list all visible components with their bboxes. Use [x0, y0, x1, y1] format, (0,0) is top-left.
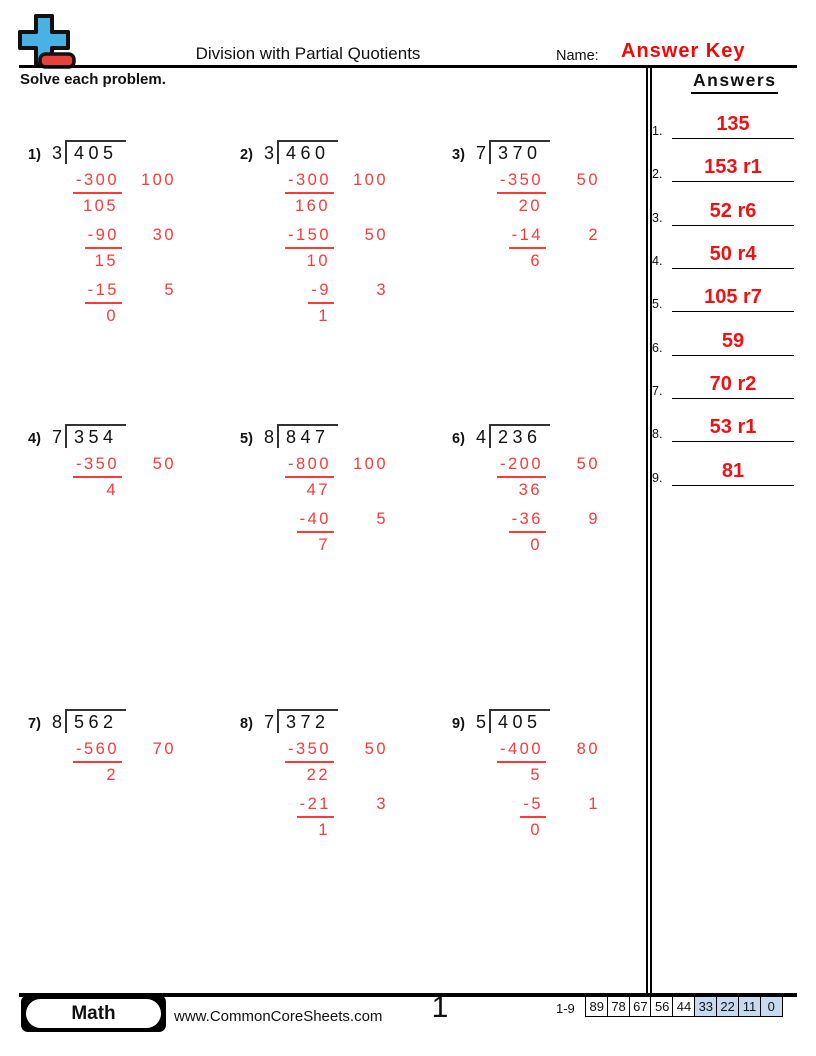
dividend: 236: [489, 424, 550, 448]
problem-3-expression: [452, 140, 657, 164]
subtraction-step: -350: [73, 455, 122, 478]
subtraction-step: -400: [497, 740, 546, 763]
answer-value: 81: [672, 461, 794, 486]
problem-1: [28, 140, 233, 329]
dividend: 405: [489, 709, 550, 733]
problem-4: [28, 424, 233, 503]
subtraction-step: -14: [509, 226, 546, 249]
score-cell: 0: [760, 996, 784, 1017]
remainder-step: 22: [306, 766, 330, 784]
problem-9: [452, 709, 657, 843]
answer-value: 105 r7: [672, 287, 794, 312]
problem-2: [240, 140, 445, 329]
partial-quotient: 80: [576, 740, 600, 758]
subtraction-step: -300: [285, 171, 334, 194]
partial-quotient: 3: [376, 795, 388, 813]
answer-row-5: [652, 287, 794, 312]
problem-5: [240, 424, 445, 558]
remainder-step: 47: [306, 481, 330, 499]
problem-3: [452, 140, 657, 274]
score-cell: 78: [607, 996, 631, 1017]
problem-7-expression: [28, 709, 233, 733]
partial-quotient: 2: [588, 226, 600, 244]
remainder-step: 20: [518, 197, 542, 215]
partial-quotient: 50: [576, 171, 600, 189]
problem-7: [28, 709, 233, 788]
remainder-step: 105: [82, 197, 118, 215]
score-cell: 67: [629, 996, 653, 1017]
answer-number: 7.: [652, 384, 663, 398]
partial-quotient: 30: [152, 226, 176, 244]
score-cell: 33: [694, 996, 718, 1017]
partial-quotient: 50: [576, 455, 600, 473]
remainder-step: 5: [530, 766, 542, 784]
remainder-step: 36: [518, 481, 542, 499]
dividend: 354: [65, 424, 126, 448]
problem-number: 9): [452, 716, 465, 732]
remainder-step: 15: [94, 252, 118, 270]
dividend: 562: [65, 709, 126, 733]
dividend: 370: [489, 140, 550, 164]
subtraction-step: -560: [73, 740, 122, 763]
remainder-step: 10: [306, 252, 330, 270]
problem-1-work: [56, 171, 233, 326]
problem-5-work: [268, 455, 445, 555]
remainder-step: 0: [530, 536, 542, 554]
remainder-step: 2: [106, 766, 118, 784]
divisor: 7: [264, 712, 275, 732]
subtraction-step: -9: [308, 281, 334, 304]
subtraction-step: -150: [285, 226, 334, 249]
score-range-label: 1-9: [556, 1001, 575, 1016]
partial-quotient: 70: [152, 740, 176, 758]
divisor: 7: [52, 427, 63, 447]
problem-3-work: [480, 171, 657, 271]
score-cell: 56: [650, 996, 674, 1017]
page-number: 1: [431, 991, 449, 1024]
answers-heading: Answers: [691, 70, 778, 94]
problem-4-expression: [28, 424, 233, 448]
divisor: 5: [476, 712, 487, 732]
partial-quotient: 100: [140, 171, 176, 189]
answer-value: 70 r2: [672, 374, 794, 399]
answer-row-8: [652, 417, 794, 442]
answer-key-label: Answer Key: [621, 40, 746, 62]
partial-quotient: 100: [352, 455, 388, 473]
partial-quotient: 5: [164, 281, 176, 299]
subtraction-step: -15: [85, 281, 122, 304]
answer-row-7: [652, 374, 794, 399]
problem-8-work: [268, 740, 445, 840]
problem-number: 3): [452, 147, 465, 163]
problem-9-work: [480, 740, 657, 840]
answer-number: 5.: [652, 297, 663, 311]
subject-badge: [21, 995, 166, 1032]
subtraction-step: -350: [285, 740, 334, 763]
problem-2-expression: [240, 140, 445, 164]
subtraction-step: -90: [85, 226, 122, 249]
answer-number: 4.: [652, 254, 663, 268]
subtraction-step: -21: [297, 795, 334, 818]
score-cell: 89: [585, 996, 609, 1017]
remainder-step: 1: [318, 307, 330, 325]
partial-quotient: 50: [364, 740, 388, 758]
problem-8-expression: [240, 709, 445, 733]
subtraction-step: -40: [297, 510, 334, 533]
website-link: www.CommonCoreSheets.com: [174, 1008, 383, 1025]
remainder-step: 7: [318, 536, 330, 554]
answer-number: 2.: [652, 167, 663, 181]
problem-1-expression: [28, 140, 233, 164]
dividend: 372: [277, 709, 338, 733]
answer-value: 53 r1: [672, 417, 794, 442]
partial-quotient: 50: [364, 226, 388, 244]
subtraction-step: -200: [497, 455, 546, 478]
answer-row-3: [652, 201, 794, 226]
answer-number: 1.: [652, 124, 663, 138]
answer-number: 8.: [652, 427, 663, 441]
problem-number: 2): [240, 147, 253, 163]
page-title: Division with Partial Quotients: [195, 44, 421, 63]
subject-badge-label: Math: [26, 999, 161, 1028]
answer-number: 9.: [652, 471, 663, 485]
divisor: 4: [476, 427, 487, 447]
dividend: 847: [277, 424, 338, 448]
remainder-step: 1: [318, 821, 330, 839]
problem-number: 8): [240, 716, 253, 732]
score-cell: 44: [672, 996, 696, 1017]
subtraction-step: -5: [520, 795, 546, 818]
partial-quotient: 9: [588, 510, 600, 528]
remainder-step: 6: [530, 252, 542, 270]
problem-number: 5): [240, 431, 253, 447]
answer-row-9: [652, 461, 794, 486]
partial-quotient: 100: [352, 171, 388, 189]
divisor: 7: [476, 143, 487, 163]
answer-number: 6.: [652, 341, 663, 355]
subtraction-step: -36: [509, 510, 546, 533]
divisor: 3: [264, 143, 275, 163]
name-label: Name:: [556, 48, 599, 64]
partial-quotient: 50: [152, 455, 176, 473]
instructions: Solve each problem.: [20, 71, 166, 88]
answer-value: 135: [672, 114, 794, 139]
score-cell: 11: [738, 996, 762, 1017]
dividend: 460: [277, 140, 338, 164]
problem-4-work: [56, 455, 233, 500]
remainder-step: 0: [530, 821, 542, 839]
problem-number: 7): [28, 716, 41, 732]
answer-value: 50 r4: [672, 244, 794, 269]
problem-number: 6): [452, 431, 465, 447]
answer-value: 59: [672, 331, 794, 356]
header-divider-line: [19, 65, 797, 68]
answer-row-2: [652, 157, 794, 182]
problem-7-work: [56, 740, 233, 785]
problem-9-expression: [452, 709, 657, 733]
remainder-step: 0: [106, 307, 118, 325]
answer-row-1: [652, 114, 794, 139]
partial-quotient: 5: [376, 510, 388, 528]
remainder-step: 160: [294, 197, 330, 215]
problem-6-expression: [452, 424, 657, 448]
score-cell: 22: [716, 996, 740, 1017]
divisor: 3: [52, 143, 63, 163]
subtraction-step: -300: [73, 171, 122, 194]
dividend: 405: [65, 140, 126, 164]
remainder-step: 4: [106, 481, 118, 499]
answer-value: 153 r1: [672, 157, 794, 182]
partial-quotient: 1: [588, 795, 600, 813]
answer-row-6: [652, 331, 794, 356]
answer-value: 52 r6: [672, 201, 794, 226]
subtraction-step: -350: [497, 171, 546, 194]
problem-6-work: [480, 455, 657, 555]
problem-number: 4): [28, 431, 41, 447]
subtraction-step: -800: [285, 455, 334, 478]
problem-number: 1): [28, 147, 41, 163]
plus-minus-math-logo-icon: [14, 12, 78, 70]
problem-2-work: [268, 171, 445, 326]
answer-number: 3.: [652, 211, 663, 225]
answer-row-4: [652, 244, 794, 269]
divisor: 8: [52, 712, 63, 732]
problem-6: [452, 424, 657, 558]
problem-8: [240, 709, 445, 843]
problem-5-expression: [240, 424, 445, 448]
score-table: [585, 996, 783, 1017]
divisor: 8: [264, 427, 275, 447]
partial-quotient: 3: [376, 281, 388, 299]
